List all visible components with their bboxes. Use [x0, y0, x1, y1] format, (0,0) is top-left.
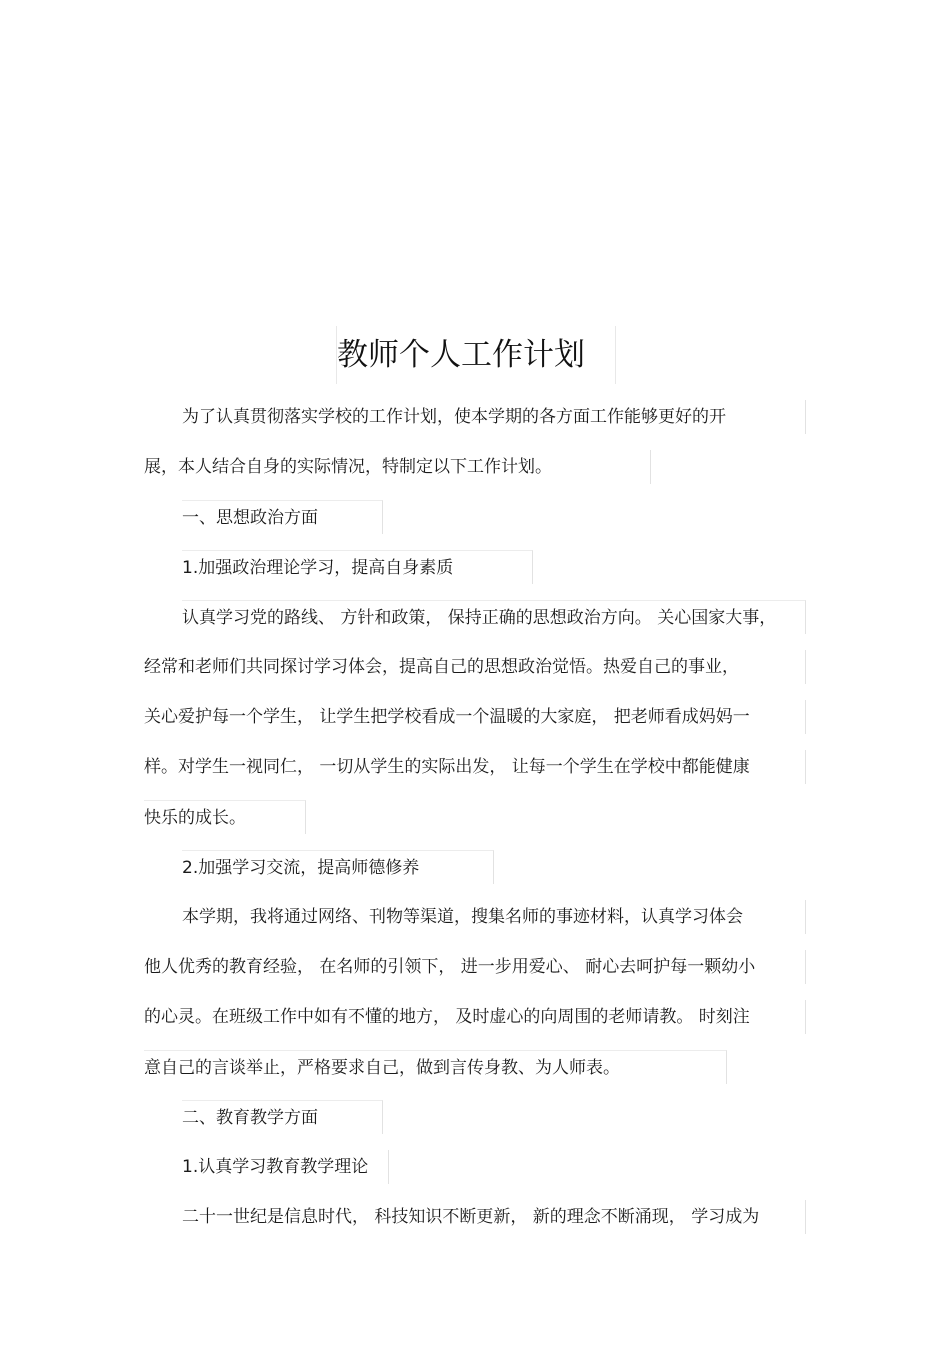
section-heading: 一、思想政治方面 [182, 500, 383, 534]
paragraph-line: 二十一世纪是信息时代， 科技知识不断更新， 新的理念不断涌现， 学习成为 [182, 1200, 806, 1234]
paragraph-line: 展，本人结合自身的实际情况，特制定以下工作计划。 [144, 450, 651, 484]
paragraph-line: 意自己的言谈举止，严格要求自己，做到言传身教、为人师表。 [144, 1050, 727, 1084]
paragraph-line: 本学期，我将通过网络、刊物等渠道，搜集名师的事迹材料，认真学习体会 [182, 900, 806, 934]
paragraph-line: 他人优秀的教育经验， 在名师的引领下， 进一步用爱心、 耐心去呵护每一颗幼小 [144, 950, 806, 984]
subsection-heading: 1.加强政治理论学习，提高自身素质 [182, 550, 533, 584]
section-heading: 二、教育教学方面 [182, 1100, 383, 1134]
paragraph-line: 样。对学生一视同仁， 一切从学生的实际出发， 让每一个学生在学校中都能健康 [144, 750, 806, 784]
paragraph-line: 经常和老师们共同探讨学习体会，提高自己的思想政治觉悟。热爱自己的事业， [144, 650, 806, 684]
subsection-heading: 2.加强学习交流，提高师德修养 [182, 850, 494, 884]
paragraph-line: 的心灵。在班级工作中如有不懂的地方， 及时虚心的向周围的老师请教。 时刻注 [144, 1000, 806, 1034]
paragraph-line: 为了认真贯彻落实学校的工作计划，使本学期的各方面工作能够更好的开 [182, 400, 806, 434]
subsection-heading: 1.认真学习教育教学理论 [182, 1150, 389, 1184]
paragraph-line: 关心爱护每一个学生， 让学生把学校看成一个温暖的大家庭， 把老师看成妈妈一 [144, 700, 806, 734]
paragraph-line: 快乐的成长。 [144, 800, 306, 834]
document-title: 教师个人工作计划 [336, 326, 616, 384]
paragraph-line: 认真学习党的路线、 方针和政策， 保持正确的思想政治方向。 关心国家大事， [182, 600, 806, 634]
